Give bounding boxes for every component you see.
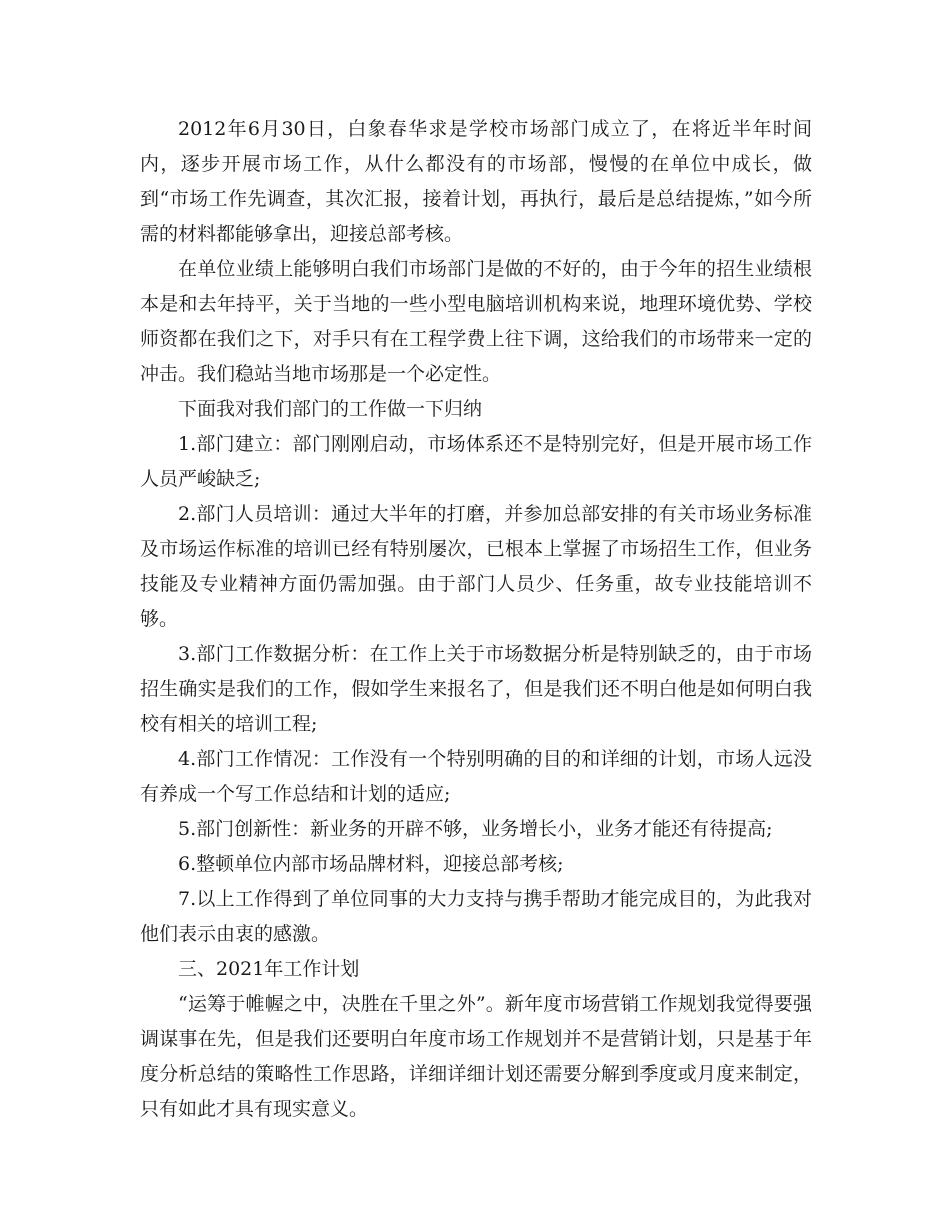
paragraph-intro: 2012年6月30日，白象春华求是学校市场部门成立了，在将近半年时间内，逐步开展市场工作，从什么都没有的市场部，慢慢的在单位中成长，做到“市场工作先调查，其次汇报，接着计划，再执行，最后是总结提炼，”如今所需的材料都能够拿出，迎接总部考核。 — [140, 118, 812, 245]
paragraph-work-plan: “运筹于帷幄之中，决胜在千里之外”。新年度市场营销工作规划我觉得要强调谋事在先，但是我们还要明白年度市场工作规划并不是营销计划，只是基于年度分析总结的策略性工作思路，详细详细计划还需要分解到季度或月度来制定，只有如此才具有现实意义。 — [140, 993, 812, 1120]
section-heading-work-plan: 三、2021年工作计划 — [178, 958, 360, 980]
document-body — [140, 112, 812, 1127]
list-item-department-setup: 1.部门建立：部门刚刚启动，市场体系还不是特别完好，但是开展市场工作人员严峻缺乏; — [140, 433, 812, 490]
list-item-work-status: 4.部门工作情况：工作没有一个特别明确的目的和详细的计划，市场人远没有养成一个写工作总结和计划的适应; — [140, 748, 812, 805]
paragraph-performance: 在单位业绩上能够明白我们市场部门是做的不好的，由于今年的招生业绩根本是和去年持平，关于当地的一些小型电脑培训机构来说，地理环境优势、学校师资都在我们之下，对手只有在工程学费上往下调，这给我们的市场带来一定的冲击。我们稳站当地市场那是一个必定性。 — [140, 258, 812, 385]
list-item-thanks: 7.以上工作得到了单位同事的大力支持与携手帮助才能完成目的，为此我对他们表示由衷的感激。 — [140, 888, 812, 945]
list-item-innovation: 5.部门创新性：新业务的开辟不够，业务增长小，业务才能还有待提高; — [178, 818, 773, 840]
list-item-staff-training: 2.部门人员培训：通过大半年的打磨，并参加总部安排的有关市场业务标准及市场运作标准的培训已经有特别屡次，已根本上掌握了市场招生工作，但业务技能及专业精神方面仍需加强。由于部门人员少、任务重，故专业技能培训不够。 — [140, 503, 812, 630]
paragraph-summary-lead: 下面我对我们部门的工作做一下归纳 — [178, 398, 483, 420]
list-item-brand-materials: 6.整顿单位内部市场品牌材料，迎接总部考核; — [178, 853, 564, 875]
list-item-data-analysis: 3.部门工作数据分析：在工作上关于市场数据分析是特别缺乏的，由于市场招生确实是我们的工作，假如学生来报名了，但是我们还不明白他是如何明白我校有相关的培训工程; — [140, 643, 812, 735]
